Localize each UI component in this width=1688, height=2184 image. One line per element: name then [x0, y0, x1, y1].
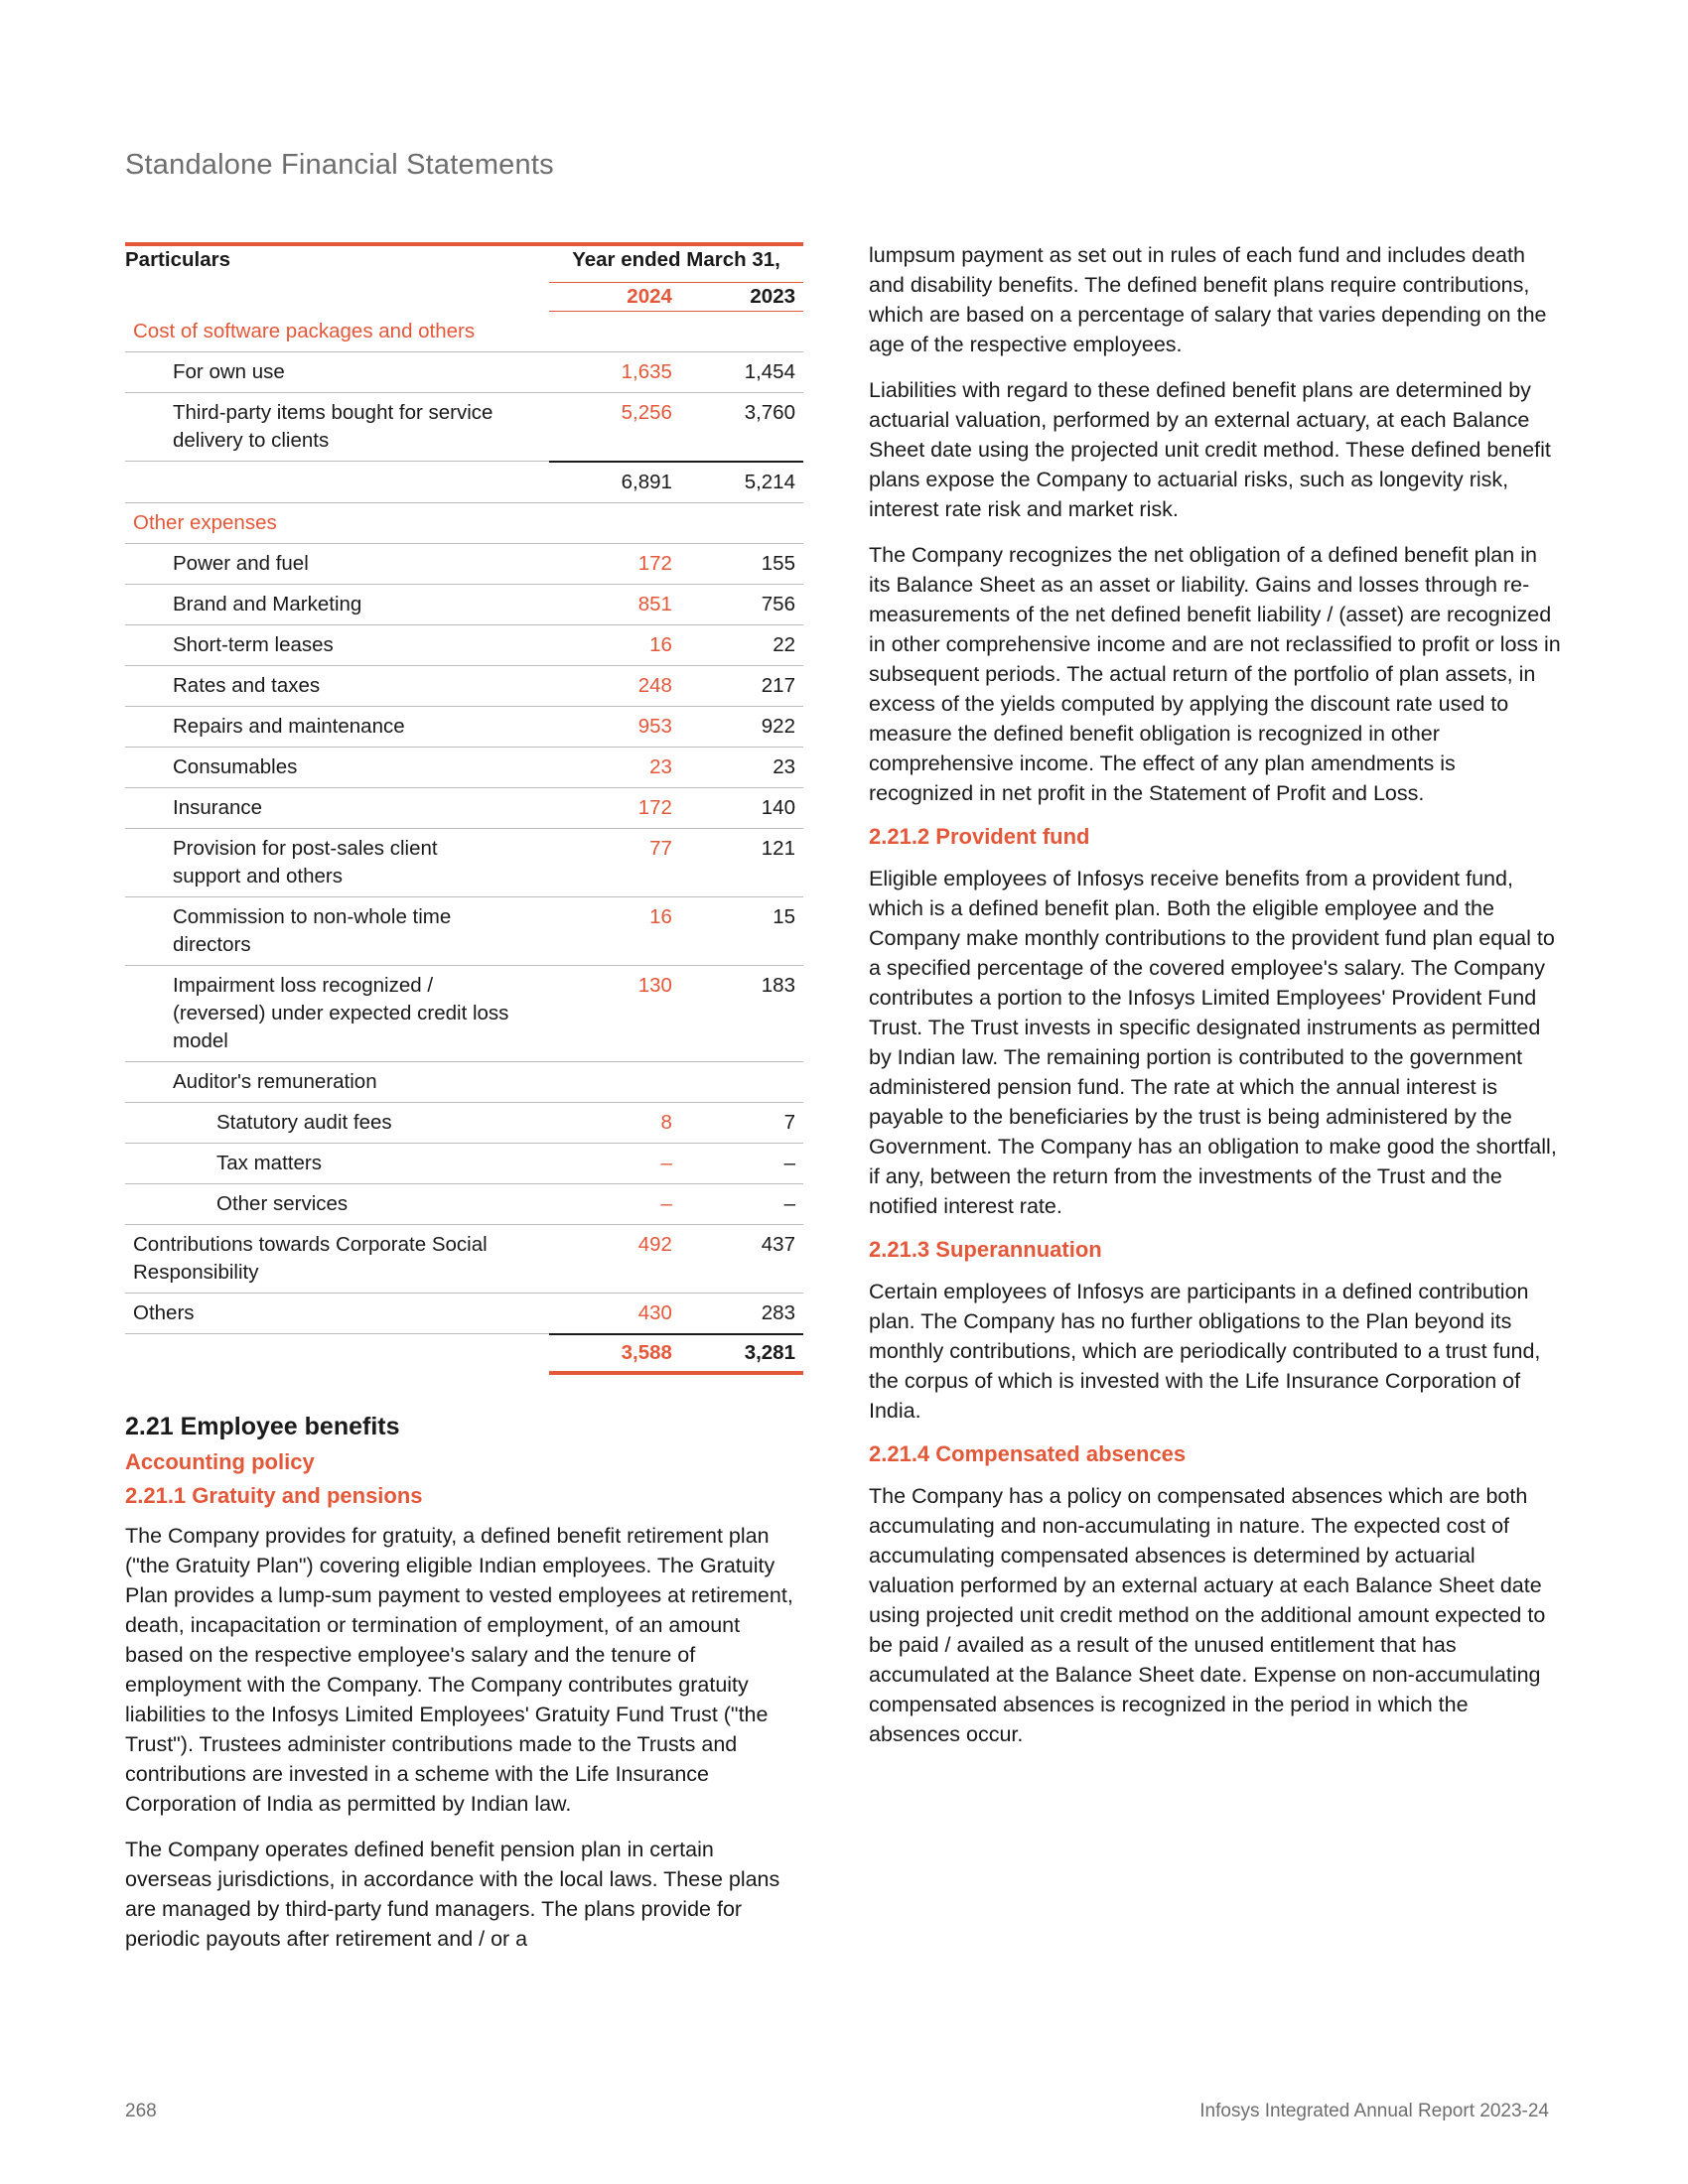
- row-value-2023: 3,760: [686, 393, 803, 462]
- table-row: [125, 1293, 803, 1334]
- row-value-2024: 172: [549, 543, 686, 584]
- row-label: Repairs and maintenance: [125, 706, 549, 747]
- year-row: [125, 283, 803, 312]
- row-value-2024: 8: [549, 1102, 686, 1143]
- row-label: Brand and Marketing: [125, 584, 549, 624]
- row-value-2023: –: [686, 1143, 803, 1183]
- section-heading-row: [125, 312, 803, 352]
- table-row: [125, 393, 803, 462]
- table-row: [125, 543, 803, 584]
- row-value-2023: –: [686, 1183, 803, 1224]
- row-label: Other services: [125, 1183, 549, 1224]
- right-column: [869, 240, 1564, 1765]
- table-row: [125, 787, 803, 828]
- row-value-2024: 1,635: [549, 352, 686, 393]
- provident-fund-paragraph: Eligible employees of Infosys receive benefits from a provident fund, which is a defined benefit plan. Both the eligible employee and the Company make monthly contributions to the provident fund plan equal to a specified percentage of the covered employee's salary. The Company contributes a portion to the Infosys Limited Employees' Provident Fund Trust. The Trust invests in specific designated instruments as permitted by Indian law. The remaining portion is contributed to the government administered pension fund. The rate at which the annual interest is payable to the beneficiaries by the trust is being administered by the Government. The Company has an obligation to make good the shortfall, if any, between the return from the investments of the Trust and the notified interest rate.: [869, 867, 1557, 1218]
- row-label: Consumables: [125, 747, 549, 787]
- pension-paragraph: The Company operates defined benefit pension plan in certain overseas jurisdictions, in accordance with the local laws. These plans are managed by third-party fund managers. The plans provide for periodic payouts after retirement and / or a: [125, 1837, 780, 1951]
- total-2023: 3,281: [686, 1334, 803, 1373]
- row-value-2023: 922: [686, 706, 803, 747]
- row-value-2024: 172: [549, 787, 686, 828]
- table-row: [125, 965, 803, 1061]
- table-row: [125, 747, 803, 787]
- superannuation-heading: 2.21.3 Superannuation: [869, 1237, 1102, 1262]
- row-value-2023: 217: [686, 665, 803, 706]
- row-value-2024: 851: [549, 584, 686, 624]
- provident-fund-heading: 2.21.2 Provident fund: [869, 824, 1090, 849]
- row-value-2023: 121: [686, 828, 803, 896]
- row-value-2023: 23: [686, 747, 803, 787]
- row-label: Others: [125, 1293, 549, 1334]
- row-value-2023: 22: [686, 624, 803, 665]
- row-value-2024: 248: [549, 665, 686, 706]
- superannuation-paragraph: Certain employees of Infosys are participants in a defined contribution plan. The Company has no further obligations to the Plan beyond its monthly contributions, which are periodically contributed to a trust fund, the corpus of which is invested with the Life Insurance Corporation of India.: [869, 1280, 1541, 1423]
- gratuity-heading: 2.21.1 Gratuity and pensions: [125, 1482, 423, 1508]
- page-number: 268: [125, 2101, 157, 2121]
- section-label: Cost of software packages and others: [125, 312, 803, 352]
- subtotal-row: [125, 462, 803, 503]
- row-value-2023: 756: [686, 584, 803, 624]
- gratuity-paragraph: The Company provides for gratuity, a defined benefit retirement plan ("the Gratuity Plan") covering eligible Indian employees. The Gratuity Plan provides a lump-sum payment to vested employees at retirement, death, incapacitation or termination of employment, of an amount based on the respective employee's salary and the tenure of employment with the Company. The Company contributes gratuity liabilities to the Infosys Limited Employees' Gratuity Fund Trust ("the Trust"). Trustees administer contributions made to the Trusts and contributions are invested in a scheme with the Life Insurance Corporation of India as permitted by Indian law.: [125, 1523, 793, 1816]
- row-value-2024: 953: [549, 706, 686, 747]
- table-row: [125, 706, 803, 747]
- row-value-2024: 23: [549, 747, 686, 787]
- row-value-2024: 77: [549, 828, 686, 896]
- section-heading: 2.21 Employee benefits: [125, 1412, 400, 1440]
- row-label: Tax matters: [125, 1143, 549, 1183]
- row-value-2024: 16: [549, 624, 686, 665]
- row-label: Third-party items bought for service delivery to clients: [125, 393, 549, 462]
- row-value-2023: 140: [686, 787, 803, 828]
- table-row: [125, 1102, 803, 1143]
- subtotal-2024: 6,891: [549, 462, 686, 503]
- compensated-absences-heading: 2.21.4 Compensated absences: [869, 1441, 1187, 1466]
- row-label: Rates and taxes: [125, 665, 549, 706]
- row-value-2024: 5,256: [549, 393, 686, 462]
- row-label: Provision for post-sales client support and others: [125, 828, 549, 896]
- left-column: [125, 242, 803, 1970]
- section-label: Other expenses: [125, 502, 803, 543]
- col-particulars: Particulars: [125, 244, 549, 283]
- lumpsum-paragraph: lumpsum payment as set out in rules of each fund and includes death and disability benefits. The defined benefit plans require contributions, which are based on a percentage of salary that varies depending on the age of the respective employees.: [869, 243, 1547, 356]
- row-label: Contributions towards Corporate Social Responsibility: [125, 1224, 549, 1293]
- liabilities-paragraph: Liabilities with regard to these defined benefit plans are determined by actuarial valuation, performed by an external actuary, at each Balance Sheet date using the projected unit credit method. These defined benefit plans expose the Company to actuarial risks, such as longevity risk, interest rate risk and market risk.: [869, 378, 1551, 521]
- year-previous: 2023: [686, 283, 803, 312]
- row-label: Commission to non-whole time directors: [125, 896, 549, 965]
- expenses-table: [125, 242, 803, 1375]
- table-row: [125, 584, 803, 624]
- table-row: [125, 1183, 803, 1224]
- row-value-2024: 16: [549, 896, 686, 965]
- page-header-title: Standalone Financial Statements: [125, 149, 554, 181]
- grand-total-row: [125, 1334, 803, 1373]
- row-value-2024: 130: [549, 965, 686, 1061]
- table-row: [125, 1143, 803, 1183]
- report-title: Infosys Integrated Annual Report 2023-24: [1199, 2101, 1549, 2121]
- row-value-2023: 7: [686, 1102, 803, 1143]
- row-value-2024: –: [549, 1183, 686, 1224]
- row-label: Power and fuel: [125, 543, 549, 584]
- row-value-2023: 437: [686, 1224, 803, 1293]
- row-value-2023: 1,454: [686, 352, 803, 393]
- row-label: For own use: [125, 352, 549, 393]
- col-year-group: Year ended March 31,: [549, 244, 803, 283]
- row-label: Insurance: [125, 787, 549, 828]
- table-row: [125, 352, 803, 393]
- table-header-row: [125, 244, 803, 283]
- row-value-2023: 183: [686, 965, 803, 1061]
- row-value-2024: 492: [549, 1224, 686, 1293]
- table-row: [125, 896, 803, 965]
- row-label: Statutory audit fees: [125, 1102, 549, 1143]
- net-obligation-paragraph: The Company recognizes the net obligation of a defined benefit plan in its Balance Sheet as an asset or liability. Gains and losses through re-measurements of the net defined benefit liability / (asset) are recognized in other comprehensive income and are not reclassified to profit or loss in subsequent periods. The actual return of the portfolio of plan assets, in excess of the yields computed by applying the discount rate used to measure the defined benefit obligation is recognized in other comprehensive income. The effect of any plan amendments is recognized in net profit in the Statement of Profit and Loss.: [869, 543, 1561, 805]
- row-label: Auditor's remuneration: [125, 1061, 549, 1102]
- subtotal-2023: 5,214: [686, 462, 803, 503]
- table-row: [125, 828, 803, 896]
- row-value-2024: 430: [549, 1293, 686, 1334]
- total-2024: 3,588: [549, 1334, 686, 1373]
- table-row: [125, 624, 803, 665]
- row-value-2023: 283: [686, 1293, 803, 1334]
- table-row: [125, 665, 803, 706]
- row-value-2023: 155: [686, 543, 803, 584]
- row-label: Short-term leases: [125, 624, 549, 665]
- table-row: [125, 1061, 803, 1102]
- compensated-absences-paragraph: The Company has a policy on compensated absences which are both accumulating and non-accumulating in nature. The expected cost of accumulating compensated absences is determined by actuarial valuation performed by an external actuary at each Balance Sheet date using projected unit credit method on the additional amount expected to be paid / availed as a result of the unused entitlement that has accumulated at the Balance Sheet date. Expense on non-accumulating compensated absences is recognized in the period in which the absences occur.: [869, 1484, 1546, 1746]
- policy-heading: Accounting policy: [125, 1448, 315, 1474]
- row-value-2023: 15: [686, 896, 803, 965]
- row-value-2024: –: [549, 1143, 686, 1183]
- year-current: 2024: [549, 283, 686, 312]
- table-row: [125, 1224, 803, 1293]
- section-heading-row: [125, 502, 803, 543]
- row-label: Impairment loss recognized / (reversed) under expected credit loss model: [125, 965, 549, 1061]
